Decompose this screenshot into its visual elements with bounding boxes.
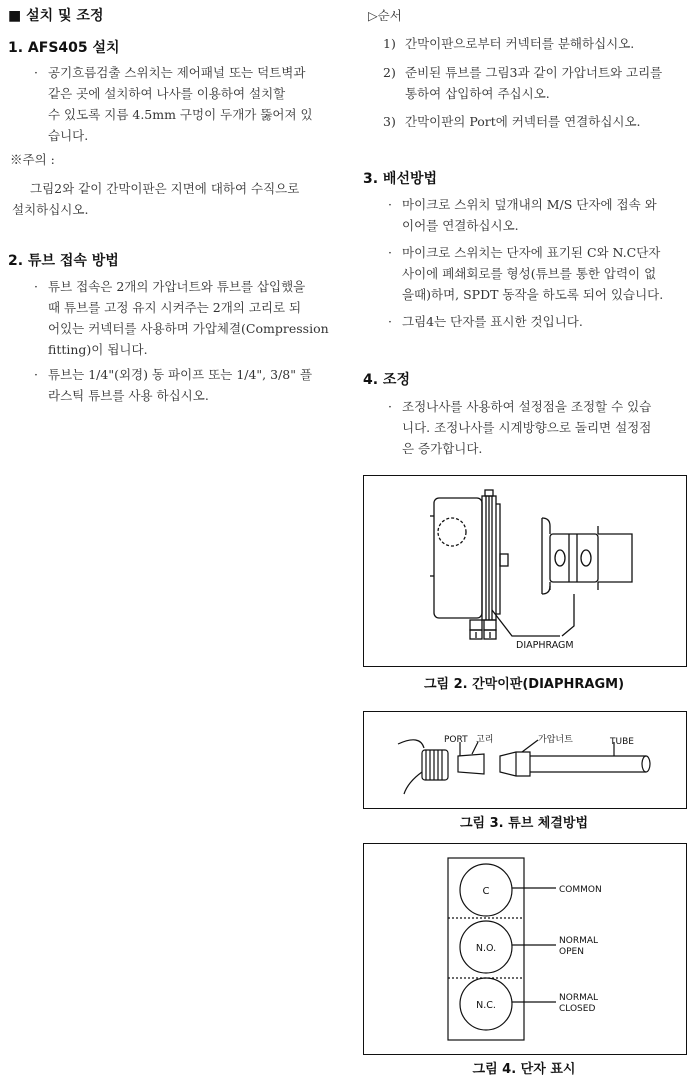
text-line: 준비된 튜브를 그림3과 같이 가압너트와 고리를 (405, 65, 663, 80)
text-line: 공기흐름검출 스위치는 제어패널 또는 덕트벽과 (48, 65, 306, 80)
bullet-dot: · (34, 65, 38, 80)
tube-fitting-drawing (364, 712, 686, 808)
bullet-dot: · (34, 367, 38, 382)
normal-open-label-1: NORMAL (559, 936, 599, 946)
section-3-bullet-1 (388, 194, 693, 238)
nut-label: 가압너트 (538, 735, 573, 745)
section-3-bullet-2 (388, 242, 693, 308)
text-line: 간막이판으로부터 커넥터를 분해하십시오. (405, 36, 635, 51)
section-4-bullet-1 (388, 396, 693, 462)
note-label: ※주의 : (10, 152, 55, 167)
text-line: 이어를 연결하십시오. (402, 218, 519, 233)
hidden-screw-circle (438, 518, 466, 546)
common-label: COMMON (559, 885, 602, 895)
text-line: fitting)이 됩니다. (48, 342, 148, 357)
text-line: 은 증가합니다. (402, 441, 483, 456)
text-line: 설치하십시오. (12, 202, 89, 217)
section-2-bullet-2 (34, 364, 344, 408)
figure-3-box (363, 711, 687, 809)
bullet-dot: · (388, 197, 392, 212)
figure-2-caption: 그림 2. 간막이판(DIAPHRAGM) (423, 677, 625, 692)
text-line: 간막이판의 Port에 커넥터를 연결하십시오. (405, 114, 641, 129)
text-line: 통하여 삽입하여 주십시오. (405, 86, 550, 101)
text-line: 때 튜브를 고정 유지 시켜주는 2개의 고리로 되 (48, 300, 302, 315)
terminal-no-code: N.O. (475, 943, 497, 954)
text-line: 어있는 커넥터를 사용하며 가압체결(Compression (48, 321, 329, 336)
page-title: 설치 및 조정 (26, 8, 104, 24)
diaphragm-drawing (364, 476, 686, 666)
terminal-c-code: C (482, 886, 490, 897)
figure-4-box (363, 843, 687, 1055)
text-line: 튜브는 1/4"(외경) 동 파이프 또는 1/4", 3/8" 플 (48, 367, 313, 382)
text-line: 을때)하며, SPDT 동작을 하도록 되어 있습니다. (402, 287, 664, 302)
leader-line (492, 610, 560, 636)
bullet-dot: · (388, 245, 392, 260)
diaphragm-label: DIAPHRAGM (516, 640, 574, 651)
order-item-2 (383, 62, 693, 106)
normal-open-label-2: OPEN (559, 947, 584, 957)
order-num: 2) (383, 65, 396, 80)
square-bullet: ■ (8, 8, 22, 24)
terminal-drawing (364, 844, 686, 1054)
section-3-bullet-3 (388, 311, 693, 333)
figure-3-caption: 그림 3. 튜브 체결방법 (459, 816, 589, 831)
text-line: 사이에 폐쇄회로를 형성(튜브를 통한 압력이 없 (402, 266, 657, 281)
section-1-title: 1. AFS405 설치 (8, 40, 120, 56)
normal-closed-label-2: CLOSED (559, 1004, 596, 1014)
text-line: 니다. 조정나사를 시계방향으로 돌리면 설정점 (402, 420, 652, 435)
figure-2-box (363, 475, 687, 667)
ring-label: 고리 (476, 735, 494, 745)
section-3-title: 3. 배선방법 (363, 171, 438, 187)
order-num: 1) (383, 36, 396, 51)
text-line: 라스틱 튜브를 사용 하십시오. (48, 388, 209, 403)
ring-part (458, 754, 484, 774)
tube-label: TUBE (610, 737, 634, 747)
text-line: 습니다. (48, 128, 89, 143)
text-line: 마이크로 스위치는 단자에 표기된 C와 N.C단자 (402, 245, 661, 260)
figure-4-caption: 그림 4. 단자 표시 (472, 1062, 576, 1077)
text-line: 그림4는 단자를 표시한 것입니다. (402, 314, 583, 329)
text-line: 마이크로 스위치 덮개내의 M/S 단자에 접속 와 (402, 197, 657, 212)
order-label: ▷순서 (368, 8, 402, 23)
bullet-dot: · (388, 314, 392, 329)
nut-part (500, 752, 530, 776)
section-2-title: 2. 튜브 접속 방법 (8, 253, 119, 269)
section-2-bullet-1 (34, 276, 344, 362)
order-item-3 (383, 111, 693, 132)
normal-closed-label-1: NORMAL (559, 993, 599, 1003)
housing-left (434, 498, 482, 618)
text-line: 조정나사를 사용하여 설정점을 조정할 수 있습 (402, 399, 652, 414)
order-item-1 (383, 33, 693, 54)
bullet-dot: · (34, 279, 38, 294)
text-line: 같은 곳에 설치하여 나사를 이용하여 설치할 (48, 86, 286, 101)
section-header (8, 5, 103, 25)
text-line: 그림2와 같이 간막이판은 지면에 대하여 수직으로 (30, 181, 300, 196)
section-4-title: 4. 조정 (363, 372, 410, 388)
text-line: 수 있도록 지름 4.5mm 구멍이 두개가 뚫어져 있 (48, 107, 313, 122)
order-num: 3) (383, 114, 396, 129)
note-text (12, 178, 342, 220)
text-line: 튜브 접속은 2개의 가압너트와 튜브를 삽입했을 (48, 279, 306, 294)
terminal-nc-code: N.C. (476, 1000, 496, 1011)
bullet-dot: · (388, 399, 392, 414)
section-1-bullet (34, 62, 344, 148)
port-label: PORT (444, 735, 468, 745)
